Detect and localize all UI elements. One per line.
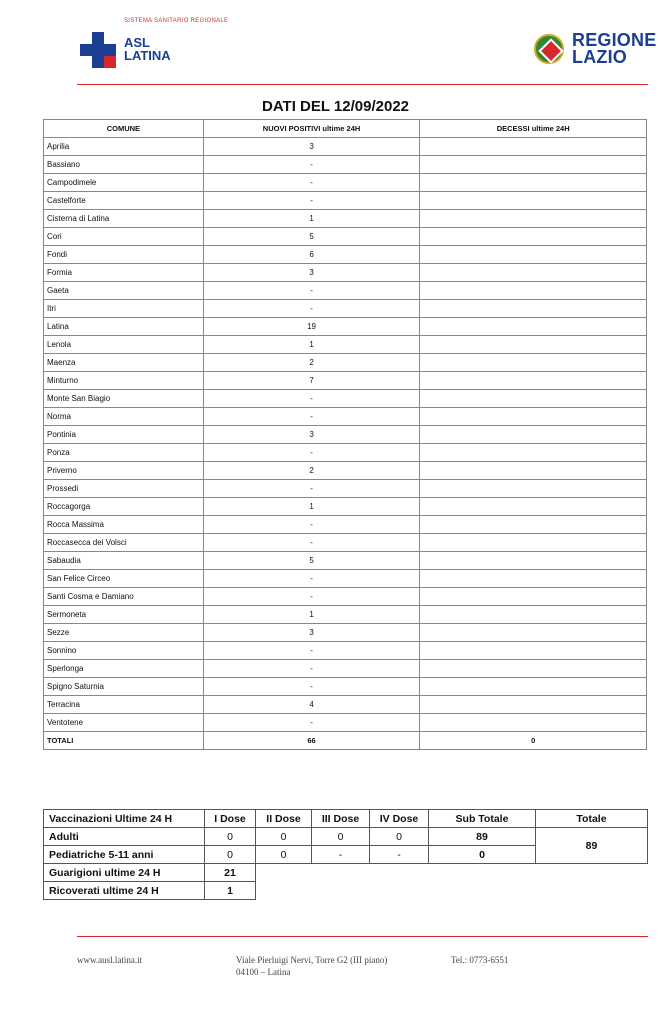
vacc-pediatriche-dose4: - [370, 846, 429, 864]
comune-cell: Campodimele [44, 174, 204, 192]
comune-cell: Priverno [44, 462, 204, 480]
positivi-cell: - [203, 408, 420, 426]
header-decessi: DECESSI ultime 24H [420, 120, 647, 138]
table-row [44, 192, 647, 210]
asl-line1: ASL [124, 35, 150, 50]
comune-cell: Rocca Massima [44, 516, 204, 534]
guarigioni-label: Guarigioni ultime 24 H [44, 864, 205, 882]
decessi-cell [420, 534, 647, 552]
decessi-cell [420, 714, 647, 732]
comune-cell: Cori [44, 228, 204, 246]
totali-decessi: 0 [420, 732, 647, 750]
table-row [44, 372, 647, 390]
table-row [44, 714, 647, 732]
positivi-cell: 5 [203, 552, 420, 570]
vacc-adulti-dose4: 0 [370, 828, 429, 846]
table-row [44, 696, 647, 714]
decessi-cell [420, 174, 647, 192]
comune-cell: Gaeta [44, 282, 204, 300]
comune-cell: Maenza [44, 354, 204, 372]
positivi-cell: 3 [203, 138, 420, 156]
positivi-cell: 1 [203, 606, 420, 624]
comune-cell: Prossedi [44, 480, 204, 498]
comune-cell: Aprilia [44, 138, 204, 156]
table-row [44, 678, 647, 696]
vacc-adulti-dose2: 0 [256, 828, 312, 846]
vacc-header-dose2: II Dose [256, 810, 312, 828]
table-row [44, 264, 647, 282]
positivi-cell: 1 [203, 498, 420, 516]
footer-address-line1: Viale Pierluigi Nervi, Torre G2 (III piano) [236, 955, 388, 965]
decessi-cell [420, 606, 647, 624]
totals-row [44, 732, 647, 750]
table-row [44, 624, 647, 642]
vacc-adulti-subtotale: 89 [429, 828, 536, 846]
comune-cell: Roccagorga [44, 498, 204, 516]
vacc-adulti-dose3: 0 [312, 828, 370, 846]
vacc-pediatriche-dose3: - [312, 846, 370, 864]
vacc-pediatriche-subtotale: 0 [429, 846, 536, 864]
comune-cell: Itri [44, 300, 204, 318]
positivi-cell: - [203, 642, 420, 660]
table-row [44, 426, 647, 444]
decessi-cell [420, 354, 647, 372]
vacc-pediatriche-dose2: 0 [256, 846, 312, 864]
totali-label: TOTALI [44, 732, 204, 750]
vaccination-table [43, 809, 648, 900]
comune-cell: Monte San Biagio [44, 390, 204, 408]
comune-cell: Ponza [44, 444, 204, 462]
regione-lazio-emblem-icon [534, 34, 564, 64]
positivi-cell: 3 [203, 426, 420, 444]
comune-cell: Fondi [44, 246, 204, 264]
decessi-cell [420, 426, 647, 444]
asl-logo-text [124, 36, 171, 62]
positivi-cell: - [203, 588, 420, 606]
table-row [44, 408, 647, 426]
table-row [44, 534, 647, 552]
positivi-cell: 4 [203, 696, 420, 714]
table-row [44, 228, 647, 246]
positivi-cell: 2 [203, 354, 420, 372]
decessi-cell [420, 588, 647, 606]
comune-cell: Latina [44, 318, 204, 336]
vacc-pediatriche-dose1: 0 [205, 846, 256, 864]
table-row [44, 480, 647, 498]
header-comune: COMUNE [44, 120, 204, 138]
positivi-cell: - [203, 282, 420, 300]
table-row [44, 462, 647, 480]
decessi-cell [420, 246, 647, 264]
decessi-cell [420, 336, 647, 354]
comune-cell: Norma [44, 408, 204, 426]
positives-table [43, 119, 647, 750]
positivi-cell: - [203, 480, 420, 498]
positivi-cell: 1 [203, 210, 420, 228]
table-row [44, 606, 647, 624]
comune-cell: Castelforte [44, 192, 204, 210]
table-row [44, 138, 647, 156]
positivi-cell: - [203, 192, 420, 210]
decessi-cell [420, 642, 647, 660]
decessi-cell [420, 210, 647, 228]
decessi-cell [420, 696, 647, 714]
positivi-cell: - [203, 390, 420, 408]
decessi-cell [420, 228, 647, 246]
positivi-cell: 6 [203, 246, 420, 264]
vacc-adulti-dose1: 0 [205, 828, 256, 846]
comune-cell: Pontinia [44, 426, 204, 444]
positivi-cell: 3 [203, 624, 420, 642]
page-title: DATI DEL 12/09/2022 [261, 98, 410, 115]
positivi-cell: - [203, 534, 420, 552]
table-row [44, 642, 647, 660]
decessi-cell [420, 138, 647, 156]
positivi-cell: - [203, 660, 420, 678]
comune-cell: Formia [44, 264, 204, 282]
decessi-cell [420, 660, 647, 678]
footer-phone: Tel.: 0773-6551 [451, 955, 509, 965]
table-row [44, 210, 647, 228]
comune-cell: Minturno [44, 372, 204, 390]
vacc-header-dose4: IV Dose [370, 810, 429, 828]
decessi-cell [420, 318, 647, 336]
regione-lazio-logo-text [572, 32, 656, 66]
comune-cell: Santi Cosma e Damiano [44, 588, 204, 606]
vacc-adulti-label: Adulti [44, 828, 205, 846]
positivi-cell: - [203, 714, 420, 732]
table-row [44, 516, 647, 534]
table-row [44, 282, 647, 300]
regione-line1: REGIONE [572, 30, 657, 50]
decessi-cell [420, 408, 647, 426]
decessi-cell [420, 678, 647, 696]
decessi-cell [420, 570, 647, 588]
comune-cell: Sperlonga [44, 660, 204, 678]
table-row [44, 318, 647, 336]
comune-cell: Cisterna di Latina [44, 210, 204, 228]
table-row [44, 336, 647, 354]
positivi-cell: - [203, 570, 420, 588]
table-row [44, 552, 647, 570]
totali-positivi: 66 [203, 732, 420, 750]
comune-cell: San Felice Circeo [44, 570, 204, 588]
comune-cell: Sermoneta [44, 606, 204, 624]
comune-cell: Sezze [44, 624, 204, 642]
decessi-cell [420, 300, 647, 318]
positivi-cell: 7 [203, 372, 420, 390]
table-row [44, 498, 647, 516]
footer-website[interactable]: www.ausl.latina.it [77, 955, 143, 965]
table-row [44, 246, 647, 264]
decessi-cell [420, 282, 647, 300]
decessi-cell [420, 552, 647, 570]
positivi-cell: 3 [203, 264, 420, 282]
header-nuovi-positivi: NUOVI POSITIVI ultime 24H [203, 120, 420, 138]
decessi-cell [420, 480, 647, 498]
footer-divider [77, 936, 648, 937]
decessi-cell [420, 624, 647, 642]
ricoverati-label: Ricoverati ultime 24 H [44, 882, 205, 900]
ricoverati-value: 1 [205, 882, 256, 900]
header-subtitle: SISTEMA SANITARIO REGIONALE [124, 18, 229, 24]
vacc-header-label: Vaccinazioni Ultime 24 H [44, 810, 205, 828]
positivi-cell: 5 [203, 228, 420, 246]
regione-line2: LAZIO [572, 47, 627, 67]
decessi-cell [420, 462, 647, 480]
decessi-cell [420, 390, 647, 408]
asl-cross-logo [80, 32, 116, 68]
positivi-cell: - [203, 678, 420, 696]
table-row [44, 570, 647, 588]
table-row [44, 660, 647, 678]
positivi-cell: 2 [203, 462, 420, 480]
comune-cell: Ventotene [44, 714, 204, 732]
guarigioni-value: 21 [205, 864, 256, 882]
vacc-pediatriche-label: Pediatriche 5-11 anni [44, 846, 205, 864]
positivi-cell: 19 [203, 318, 420, 336]
positivi-cell: 1 [203, 336, 420, 354]
comune-cell: Bassiano [44, 156, 204, 174]
decessi-cell [420, 444, 647, 462]
positivi-cell: - [203, 174, 420, 192]
vacc-header-dose3: III Dose [312, 810, 370, 828]
comune-cell: Spigno Saturnia [44, 678, 204, 696]
table-row [44, 390, 647, 408]
decessi-cell [420, 192, 647, 210]
comune-cell: Roccasecca dei Volsci [44, 534, 204, 552]
positivi-cell: - [203, 516, 420, 534]
table-row [44, 300, 647, 318]
vacc-header-subtotale: Sub Totale [429, 810, 536, 828]
table-row [44, 156, 647, 174]
asl-line2: LATINA [124, 48, 171, 63]
vacc-totale: 89 [536, 828, 648, 864]
comune-cell: Lenola [44, 336, 204, 354]
decessi-cell [420, 516, 647, 534]
footer-address [236, 954, 387, 978]
comune-cell: Sonnino [44, 642, 204, 660]
positivi-cell: - [203, 444, 420, 462]
vacc-header-dose1: I Dose [205, 810, 256, 828]
footer-address-line2: 04100 – Latina [236, 967, 291, 977]
positivi-cell: - [203, 156, 420, 174]
positivi-cell: - [203, 300, 420, 318]
decessi-cell [420, 498, 647, 516]
comune-cell: Sabaudia [44, 552, 204, 570]
table-row [44, 354, 647, 372]
table-row [44, 174, 647, 192]
table-row [44, 444, 647, 462]
header-divider [77, 84, 648, 85]
decessi-cell [420, 372, 647, 390]
decessi-cell [420, 156, 647, 174]
vacc-header-totale: Totale [536, 810, 648, 828]
table-row [44, 588, 647, 606]
comune-cell: Terracina [44, 696, 204, 714]
decessi-cell [420, 264, 647, 282]
